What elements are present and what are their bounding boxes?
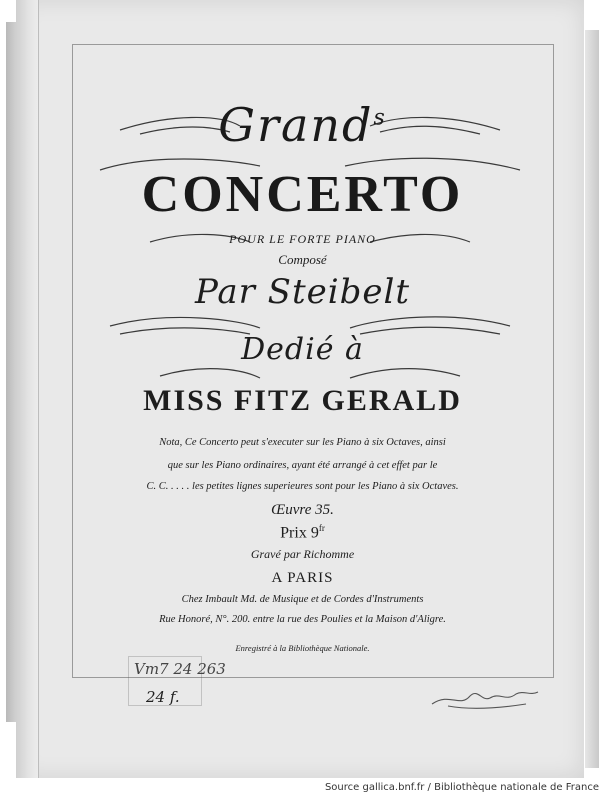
dedicatee-name: MISS FITZ GERALD: [143, 384, 462, 417]
price: [0, 523, 605, 542]
subtitle: POUR LE FORTE PIANO: [229, 232, 376, 246]
price-text: Prix 9: [280, 524, 319, 542]
opus-number: Œuvre 35.: [271, 502, 334, 518]
source-credit: Source gallica.bnf.fr / Bibliothèque nationale de France: [324, 782, 599, 793]
handwritten-note: 24 f.: [146, 688, 180, 706]
composer-name: Par Steibelt: [194, 272, 411, 312]
nota-line-1: Nota, Ce Concerto peut s'executer sur les Piano à six Octaves, ainsi: [159, 437, 446, 448]
compose-label: Composé: [278, 252, 327, 267]
title-grand-text: Grand: [218, 98, 374, 152]
place-of-publication: A PARIS: [271, 570, 334, 586]
signature-mark: [430, 682, 540, 712]
publisher-line-1: Chez Imbault Md. de Musique et de Cordes d'Instruments: [181, 594, 424, 605]
nota-line-3: C. C. . . . . les petites lignes superieures sont pour les Piano à six Octaves.: [146, 481, 459, 492]
title-concerto: CONCERTO: [141, 166, 464, 223]
registration-note: Enregistré à la Bibliothèque Nationale.: [235, 643, 370, 653]
price-unit: fr: [318, 523, 325, 533]
publisher-line-2: Rue Honoré, N°. 200. entre la rue des Poulies et la Maison d'Aligre.: [159, 614, 446, 625]
dedication-label: Dedié à: [241, 332, 364, 367]
title-grand-sup: s: [373, 105, 387, 131]
handwritten-shelfmark: Vm7 24 263: [134, 660, 226, 678]
title-grand: [0, 98, 605, 152]
nota-line-2: que sur les Piano ordinaires, ayant été arrangé à cet effet par le: [167, 460, 438, 471]
engraver-credit: Gravé par Richomme: [250, 547, 355, 561]
